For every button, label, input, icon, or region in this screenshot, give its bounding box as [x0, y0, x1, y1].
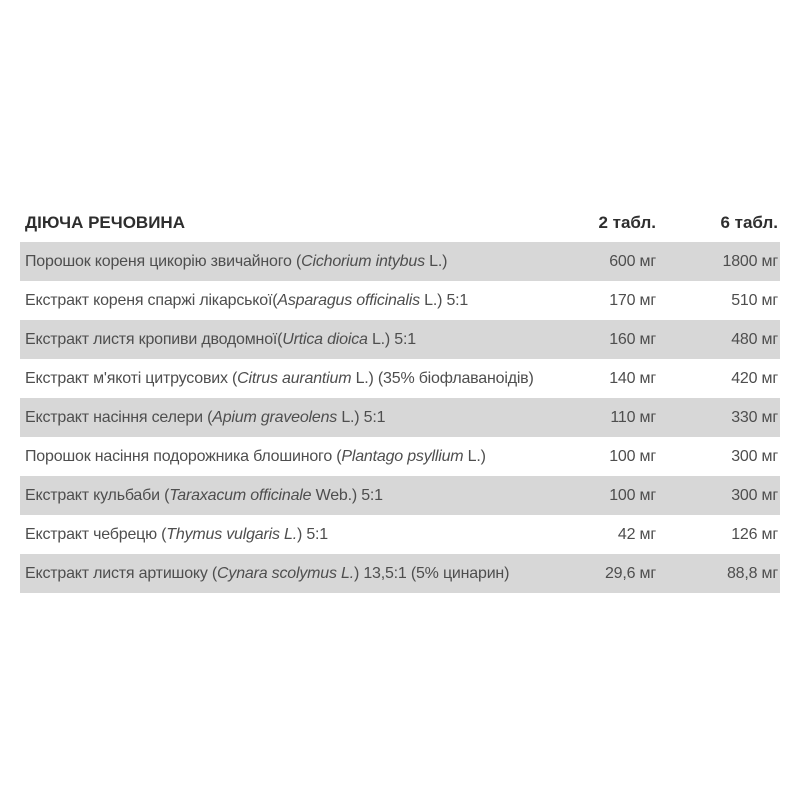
amount-2-tablets: 140 мг: [609, 369, 656, 387]
table-row: [20, 476, 780, 515]
ingredient-name-prefix: Екстракт листя артишоку (: [25, 564, 218, 582]
amount-6-tablets: 300 мг: [731, 486, 778, 504]
ingredient-latin-name: Taraxacum officinale: [169, 486, 312, 504]
table-row: [20, 398, 780, 437]
ingredient-latin-name: Citrus aurantium: [237, 369, 352, 387]
amount-2-tablets: 100 мг: [609, 447, 656, 465]
amount-2-tablets: 600 мг: [609, 252, 656, 270]
ingredient-latin-name: Apium graveolens: [212, 408, 338, 426]
ingredient-latin-name: Asparagus officinalis: [277, 291, 420, 309]
ingredient-name: [20, 448, 556, 466]
amount-6-tablets: 480 мг: [731, 330, 778, 348]
amount-6-tablets: 88,8 мг: [726, 564, 778, 582]
ingredient-name: [20, 526, 556, 544]
ingredient-name-suffix: L.) (35% біофлаваноідів): [351, 369, 534, 387]
amount-2-tablets: 160 мг: [609, 330, 656, 348]
ingredient-name-prefix: Екстракт м'якоті цитрусових (: [25, 369, 238, 387]
ingredient-name-prefix: Екстракт листя кропиви дводомної(: [25, 330, 283, 348]
table-row: [20, 515, 780, 554]
ingredient-name: [20, 409, 556, 427]
ingredient-latin-name: Plantago psyllium: [341, 447, 464, 465]
ingredient-name-suffix: L.) 5:1: [367, 330, 416, 348]
ingredient-name: [20, 292, 556, 310]
ingredient-name-suffix: Web.) 5:1: [311, 486, 383, 504]
amount-6-tablets: 300 мг: [731, 447, 778, 465]
amount-2-tablets: 100 мг: [609, 486, 656, 504]
table-row: [20, 437, 780, 476]
ingredient-name-prefix: Екстракт кореня спаржі лікарської(: [25, 291, 278, 309]
ingredient-latin-name: Urtica dioica: [282, 330, 368, 348]
table-row: [20, 554, 780, 593]
table-row: [20, 281, 780, 320]
amount-6-tablets: 330 мг: [731, 408, 778, 426]
ingredient-name-suffix: L.): [424, 252, 448, 270]
amount-2-tablets: 29,6 мг: [604, 564, 656, 582]
column-header-active-substance: ДІЮЧА РЕЧОВИНА: [25, 213, 185, 232]
amount-2-tablets: 42 мг: [617, 525, 656, 543]
table-header-row: [20, 204, 780, 242]
column-header-6-tablets: 6 табл.: [720, 213, 778, 232]
amount-2-tablets: 170 мг: [609, 291, 656, 309]
ingredient-name-prefix: Екстракт кульбаби (: [25, 486, 170, 504]
ingredient-name-suffix: L.) 5:1: [337, 408, 386, 426]
ingredient-latin-name: Cichorium intybus: [301, 252, 425, 270]
column-header-2-tablets: 2 табл.: [598, 213, 656, 232]
ingredient-name-prefix: Екстракт насіння селери (: [25, 408, 213, 426]
ingredient-latin-name: Cynara scolymus L.: [217, 564, 354, 582]
amount-6-tablets: 420 мг: [731, 369, 778, 387]
ingredient-name-suffix: L.): [463, 447, 486, 465]
table-row: [20, 242, 780, 281]
ingredient-name: [20, 487, 556, 505]
table-row: [20, 359, 780, 398]
table-row: [20, 320, 780, 359]
ingredient-name-prefix: Екстракт чебрецю (: [25, 525, 167, 543]
ingredient-name-prefix: Порошок насіння подорожника блошиного (: [25, 447, 342, 465]
ingredient-name-prefix: Порошок кореня цикорію звичайного (: [25, 252, 302, 270]
ingredient-name: [20, 331, 556, 349]
ingredient-name-suffix: ) 5:1: [296, 525, 328, 543]
ingredient-name: [20, 370, 556, 388]
amount-2-tablets: 110 мг: [610, 408, 656, 426]
amount-6-tablets: 1800 мг: [722, 252, 778, 270]
active-ingredients-table: [20, 204, 780, 593]
ingredient-name-suffix: L.) 5:1: [419, 291, 469, 309]
ingredient-name: [20, 253, 556, 271]
ingredient-name-suffix: ) 13,5:1 (5% цинарин): [353, 564, 510, 582]
amount-6-tablets: 510 мг: [731, 291, 778, 309]
amount-6-tablets: 126 мг: [731, 525, 778, 543]
ingredient-name: [20, 565, 556, 583]
ingredient-latin-name: Thymus vulgaris L.: [166, 525, 297, 543]
